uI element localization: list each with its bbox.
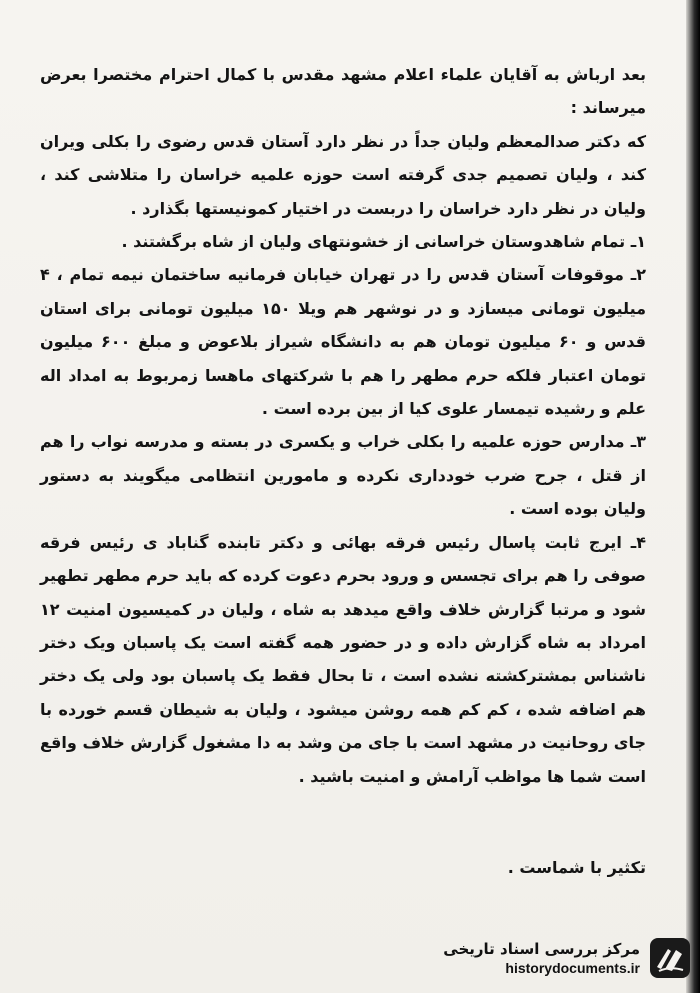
- item-2-paragraph: ۲ـ موقوفات آستان قدس را در تهران خیابان فرمانیه ساختمان نیمه تمام ، ۴ میلیون تومانی میسازد و در نوشهر هم ویلا ۱۵۰ میلیون تومانی برای استان قدس و ۶۰ میلیون تومان هم به دانشگاه شیراز بلاعوض و مبلغ ۶۰۰ میلیون تومان اعتبار فلکه حرم مطهر را هم با شرکتهای ماهسا زمربوط به امداد اله علم و رشیده تیمسار علوی کیا از بین برده است .: [40, 265, 647, 419]
- watermark-persian: مرکز بررسی اسناد تاریخی: [443, 940, 640, 958]
- watermark-text: [443, 939, 640, 977]
- watermark-url: historydocuments.ir: [505, 960, 640, 976]
- watermark: [420, 930, 692, 986]
- document-body: [40, 58, 646, 793]
- intro-paragraph: که دکتر صدالمعظم ولیان جداً در نظر دارد آستان قدس رضوی را بکلی ویران کند ، ولیان تصمیم جدی گرفته است حوزه علمیه خراسان را متلاشی کند ، ولیان در نظر دارد خراسان را دربست در اختیار کمونیستها بگذارد .: [40, 131, 646, 218]
- signoff-line: تکثیر با شماست .: [507, 858, 646, 877]
- item-4-paragraph: ۴ـ ایرج ثابت پاسال رئیس فرقه بهائی و دکتر تابنده گناباد ی رئیس فرقه صوفی را هم برای تجسس و ورود بحرم دعوت کرده که باید حرم مطهر تطهیر شود و مرتبا گزارش خلاف واقع میدهد به شاه ، ولیان در کمیسیون امنیت ۱۲ امرداد به شاه گزارش داده و در حضور همه گفته است یک پاسبان ویک دختر ناشناس بمشترکشته نشده است ، تا بحال فقط یک پاسبان بود ولی یک دختر هم اضافه شده ، کم کم همه روشن میشود ، ولیان به شیطان قسم خورده با جای روحانیت در مشهد است با جای من وشد به دا مشغول گزارش خلاف واقع است شما ها مواظب آرامش و امنیت باشید .: [40, 532, 646, 786]
- item-3-paragraph: ۳ـ مدارس حوزه علمیه را بکلی خراب و یکسری در بسته و مدرسه نواب را هم از قتل ، جرح ضرب خودداری نکرده و مامورین انتظامی میگویند به دستور ولیان بوده است .: [40, 432, 646, 519]
- item-1-paragraph: ۱ـ تمام شاهدوستان خراسانی از خشونتهای ولیان از شاه برگشتند .: [121, 232, 646, 252]
- scan-edge-shadow: [686, 0, 700, 993]
- salutation-paragraph: بعد ارباش به آقایان علماء اعلام مشهد مقدس با کمال احترام مختصرا بعرض میرساند :: [40, 65, 646, 118]
- book-logo-icon: [648, 936, 692, 980]
